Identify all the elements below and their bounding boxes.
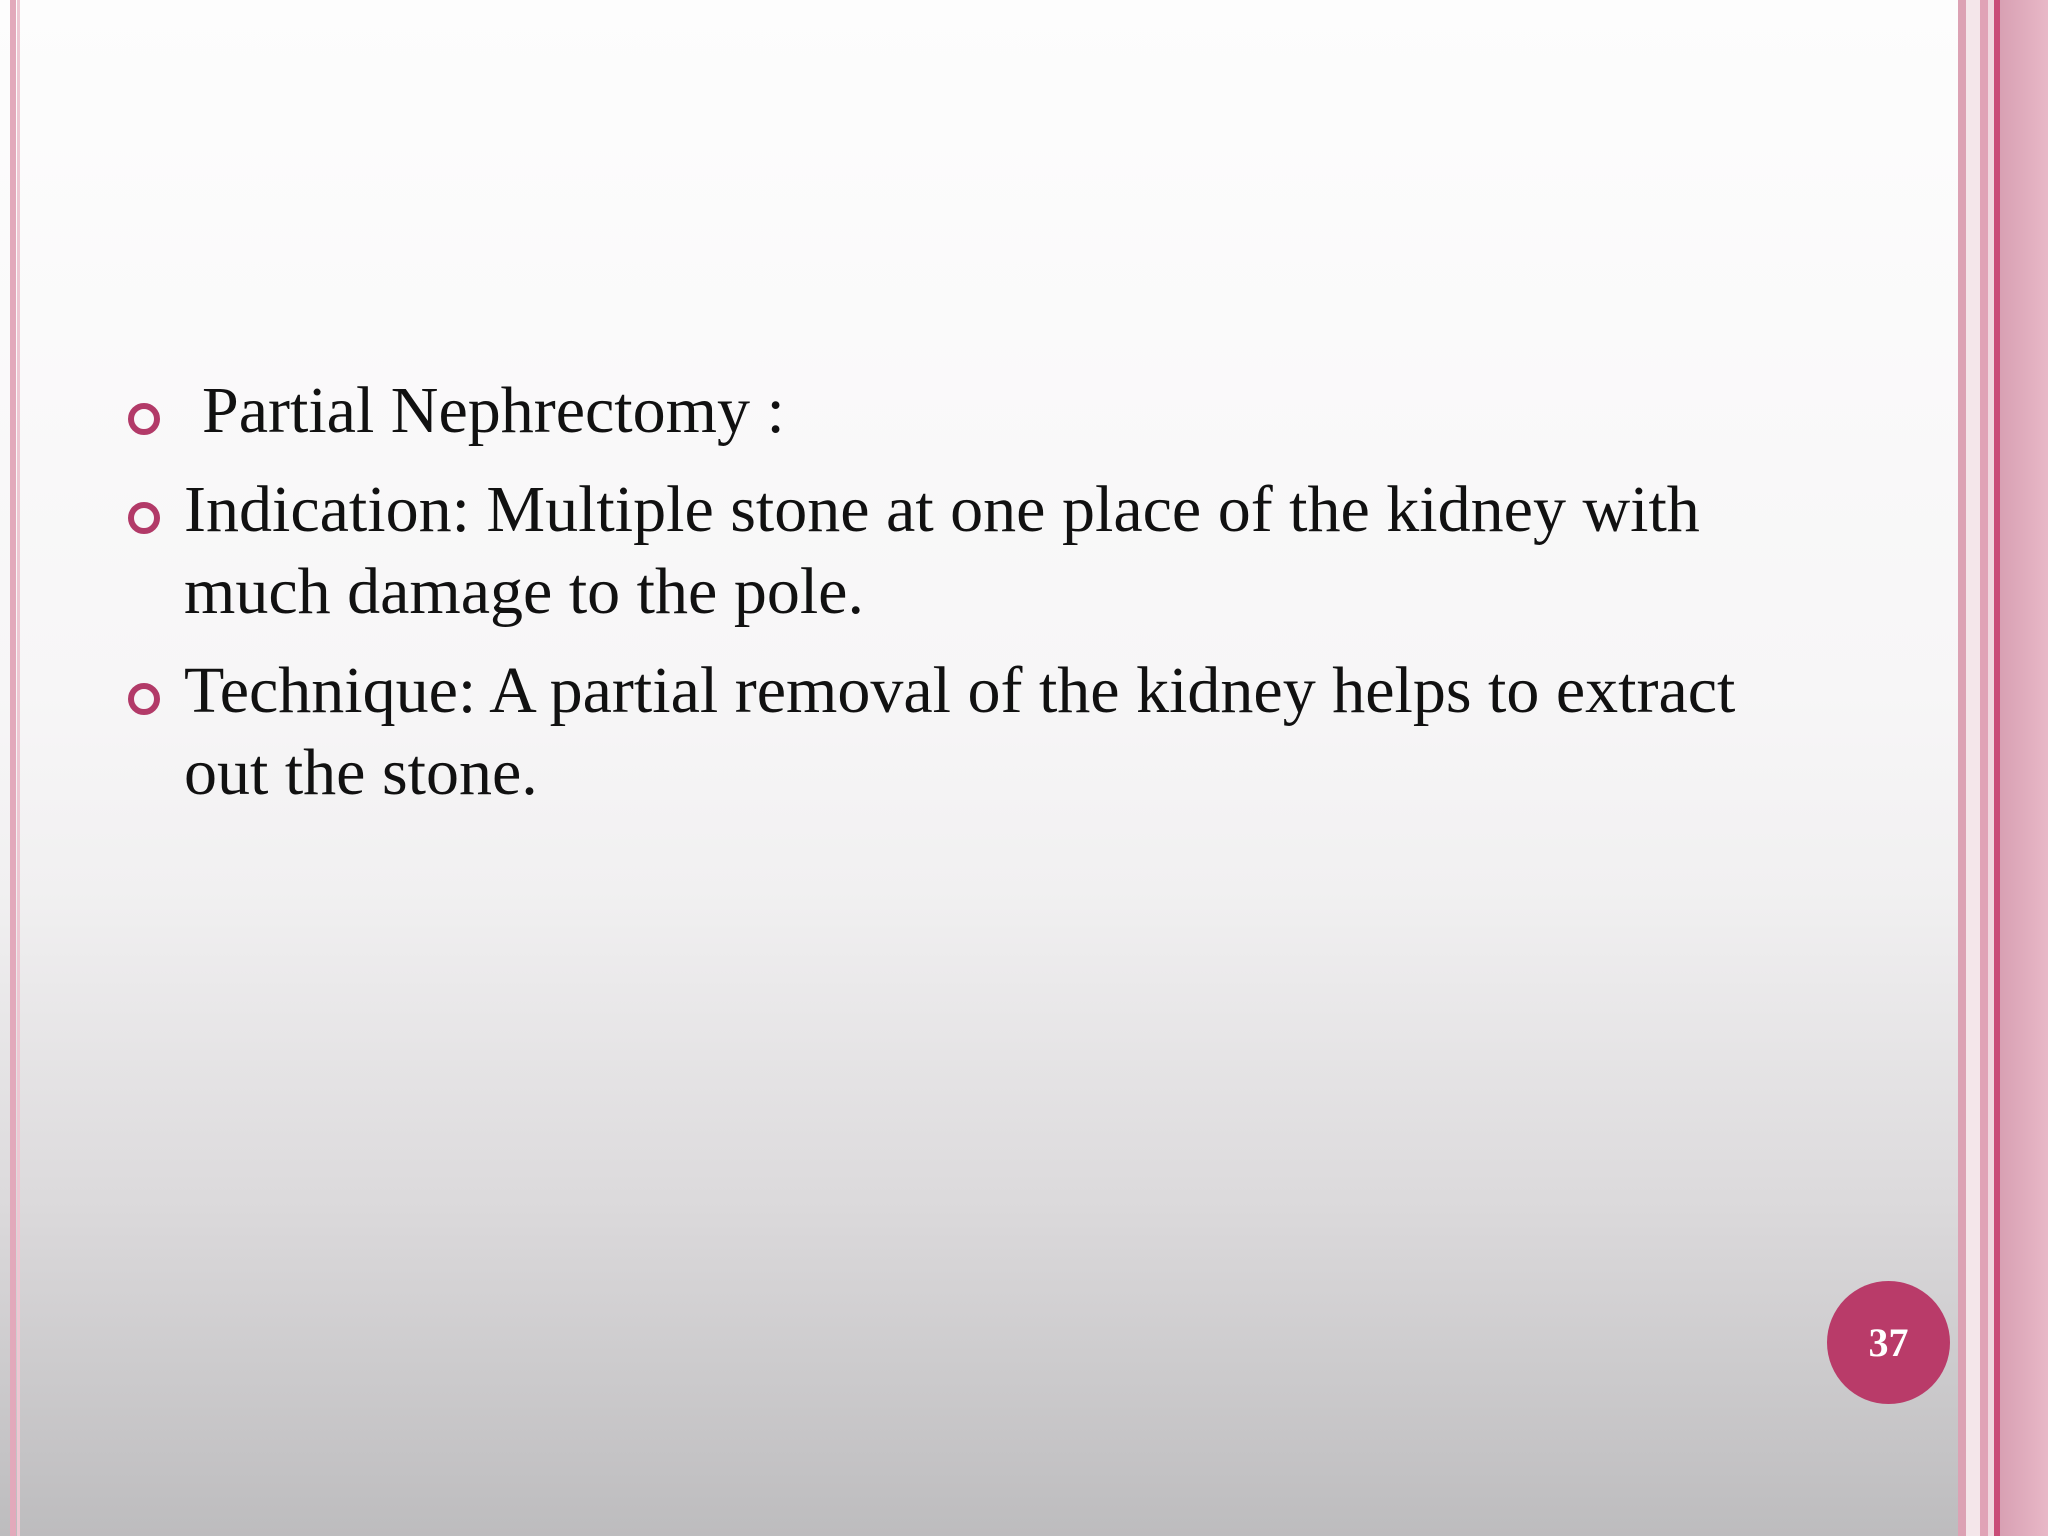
list-item [120,469,1800,633]
list-item [120,650,1800,814]
right-border-stripe [1958,0,1966,1536]
bullet-list [120,370,1800,831]
ring-bullet-icon [128,683,160,715]
bullet-text: Technique: A partial removal of the kidney helps to extract out the stone. [184,654,1736,809]
ring-bullet-icon [128,403,160,435]
ring-bullet-icon [128,502,160,534]
page-number-badge [1827,1281,1950,1404]
left-border-stripe-light [17,0,20,1536]
list-item [120,370,1800,452]
page-number: 37 [1868,1320,1909,1365]
right-border-band [2000,0,2048,1536]
right-border-stripe [1980,0,1988,1536]
left-border-stripe [10,0,16,1536]
right-border-stripe [1966,0,1980,1536]
bullet-text: Indication: Multiple stone at one place of the kidney with much damage to the pole. [184,473,1700,628]
bullet-text: Partial Nephrectomy : [202,374,785,447]
